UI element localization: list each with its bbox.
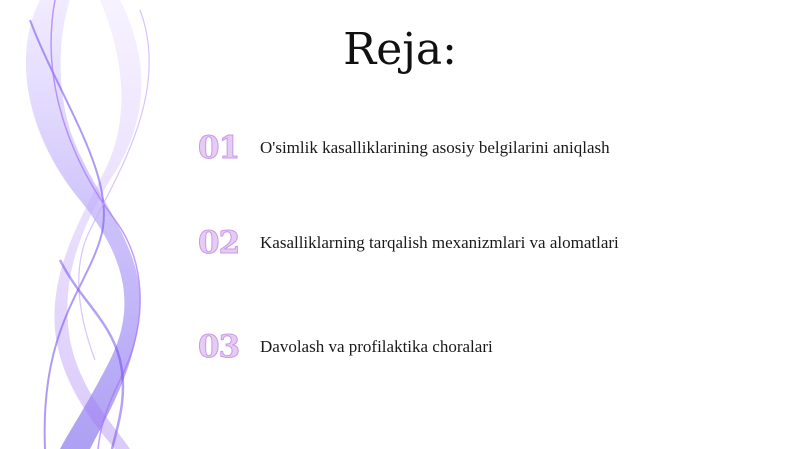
plan-item-text: Kasalliklarning tarqalish mexanizmlari va alomatlari bbox=[260, 233, 619, 252]
plan-item-number: 02 bbox=[198, 225, 240, 261]
plan-item-3 bbox=[198, 327, 493, 367]
slide-title: Reja: bbox=[343, 24, 457, 75]
decorative-smoke-ribbon bbox=[0, 0, 220, 449]
plan-item-number: 03 bbox=[198, 329, 240, 365]
plan-item-1 bbox=[198, 128, 610, 168]
plan-item-number: 01 bbox=[198, 130, 240, 166]
plan-item-text: O'simlik kasalliklarining asosiy belgilarini aniqlash bbox=[260, 138, 610, 157]
plan-item-text: Davolash va profilaktika choralari bbox=[260, 337, 493, 356]
plan-item-2 bbox=[198, 223, 619, 263]
